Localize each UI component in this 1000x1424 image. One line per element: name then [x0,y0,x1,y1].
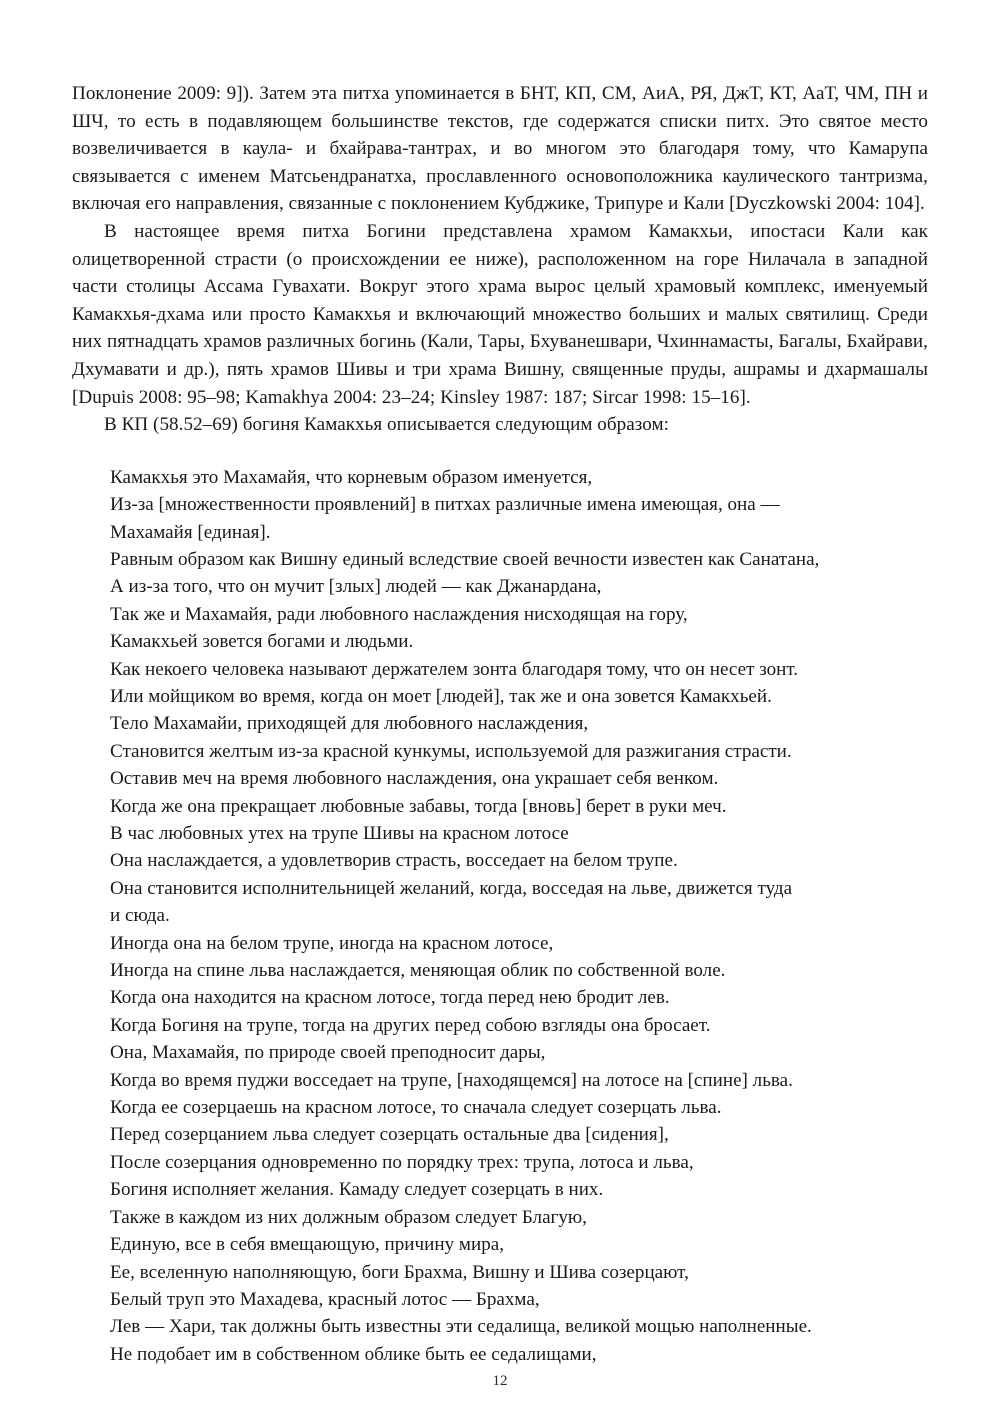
verse-line: Она наслаждается, а удовлетворив страсть, восседает на белом трупе. [110,850,678,872]
page-number: 12 [492,1373,508,1389]
verse-line: Не подобает им в собственном облике быть ее седалищами, [110,1343,597,1365]
verse-line: Когда во время пуджи восседает на трупе, [находящемся] на лотосе на [спине] льва. [110,1069,793,1091]
verse-line: Ее, вселенную наполняющую, боги Брахма, Вишну и Шива созерцают, [110,1261,689,1283]
verse-line: Перед созерцанием льва следует созерцать остальные два [сидения], [110,1124,669,1146]
verse-line: Также в каждом из них должным образом следует Благую, [110,1206,587,1228]
verse-line: Как некоего человека называют держателем зонта благодаря тому, что он несет зонт. [110,658,799,680]
verse-line: и сюда. [110,905,170,927]
verse-line: Единую, все в себя вмещающую, причину мира, [110,1234,504,1256]
verse-line: Из-за [множественности проявлений] в питхах различные имена имеющая, она — [110,494,780,516]
verse-line: Оставив меч на время любовного наслаждения, она украшает себя венком. [110,768,719,790]
verse-line: А из-за того, что он мучит [злых] людей — как Джанардана, [110,576,602,598]
verse-line: Так же и Махамайя, ради любовного наслаждения нисходящая на гору, [110,603,688,625]
verse-line: Лев — Хари, так должны быть известны эти седалища, великой мощью наполненные. [110,1316,812,1338]
verse-line: Камакхья это Махамайя, что корневым образом именуется, [110,466,593,488]
paragraph-kamakhya-temple: В настоящее время питха Богини представлена храмом Камакхьи, ипостаси Кали как олицетворенной страсти (о происхождении ее ниже), расположенном на горе Нилачала в западной части столицы Ассама Гувахати. Вокруг этого храма вырос целый храмовый комплекс, именуемый Камакхья-дхама или просто Камакхья и включающий множество больших и малых святилищ. Среди них пятнадцать храмов различных богинь (Кали, Тары, Бхуванешвари, Чхиннамасты, Багалы, Бхайрави, Дхумавати и др.), пять храмов Шивы и три храма Вишну, священные пруды, ашрамы и дхармашалы [Dupuis 2008: 95–98; Kamakhya 2004: 23–24; Kinsley 1987: 187; Sircar 1998: 15–16]. [72,220,928,408]
verse-line: Богиня исполняет желания. Камаду следует созерцать в них. [110,1179,604,1201]
page-text-column [72,80,928,1368]
verse-line: Становится желтым из-за красной кункумы, используемой для разжигания страсти. [110,740,792,762]
paragraph-kp-intro: В КП (58.52–69) богиня Камакхья описывается следующим образом: [104,414,669,436]
verse-line: Она, Махамайя, по природе своей преподносит дары, [110,1042,546,1064]
verse-line: Иногда на спине льва наслаждается, меняющая облик по собственной воле. [110,960,726,982]
verse-line: Она становится исполнительницей желаний, когда, восседая на льве, движется туда [110,877,793,899]
verse-line: Равным образом как Вишну единый вследствие своей вечности известен как Санатана, [110,548,820,570]
verse-line: Или мойщиком во время, когда он моет [людей], так же и она зовется Камакхьей. [110,685,772,707]
verse-line: Махамайя [единая]. [110,521,271,543]
paragraph-pitha-mentions: Поклонение 2009: 9]). Затем эта питха упоминается в БНТ, КП, СМ, АиА, РЯ, ДжТ, КТ, АаТ, ЧМ, ПН и ШЧ, то есть в подавляющем большинстве текстов, где содержатся списки питх. Это святое место возвеличивается в каула- и бхайрава-тантрах, и во многом это благодаря тому, что Камарупа связывается с именем Матсьендранатха, прославленного основоположника каулического тантризма, включая его направления, связанные с поклонением Кубджике, Трипуре и Кали [Dyczkowski 2004: 104]. [72,83,928,215]
verse-line: После созерцания одновременно по порядку трех: трупа, лотоса и льва, [110,1151,694,1173]
verse-line: Камакхьей зовется богами и людьми. [110,631,414,653]
verse-line: Когда же она прекращает любовные забавы, тогда [вновь] берет в руки меч. [110,795,727,817]
verse-line: Иногда она на белом трупе, иногда на красном лотосе, [110,932,554,954]
verse-line: В час любовных утех на трупе Шивы на красном лотосе [110,823,569,844]
quoted-verse-block [110,464,928,1368]
verse-line: Когда ее созерцаешь на красном лотосе, то сначала следует созерцать льва. [110,1097,722,1119]
verse-line: Когда она находится на красном лотосе, тогда перед нею бродит лев. [110,987,670,1009]
verse-line: Белый труп это Махадева, красный лотос — Брахма, [110,1288,540,1310]
verse-line: Тело Махамайи, приходящей для любовного наслаждения, [110,713,589,735]
verse-line: Когда Богиня на трупе, тогда на других перед собою взгляды она бросает. [110,1014,711,1036]
